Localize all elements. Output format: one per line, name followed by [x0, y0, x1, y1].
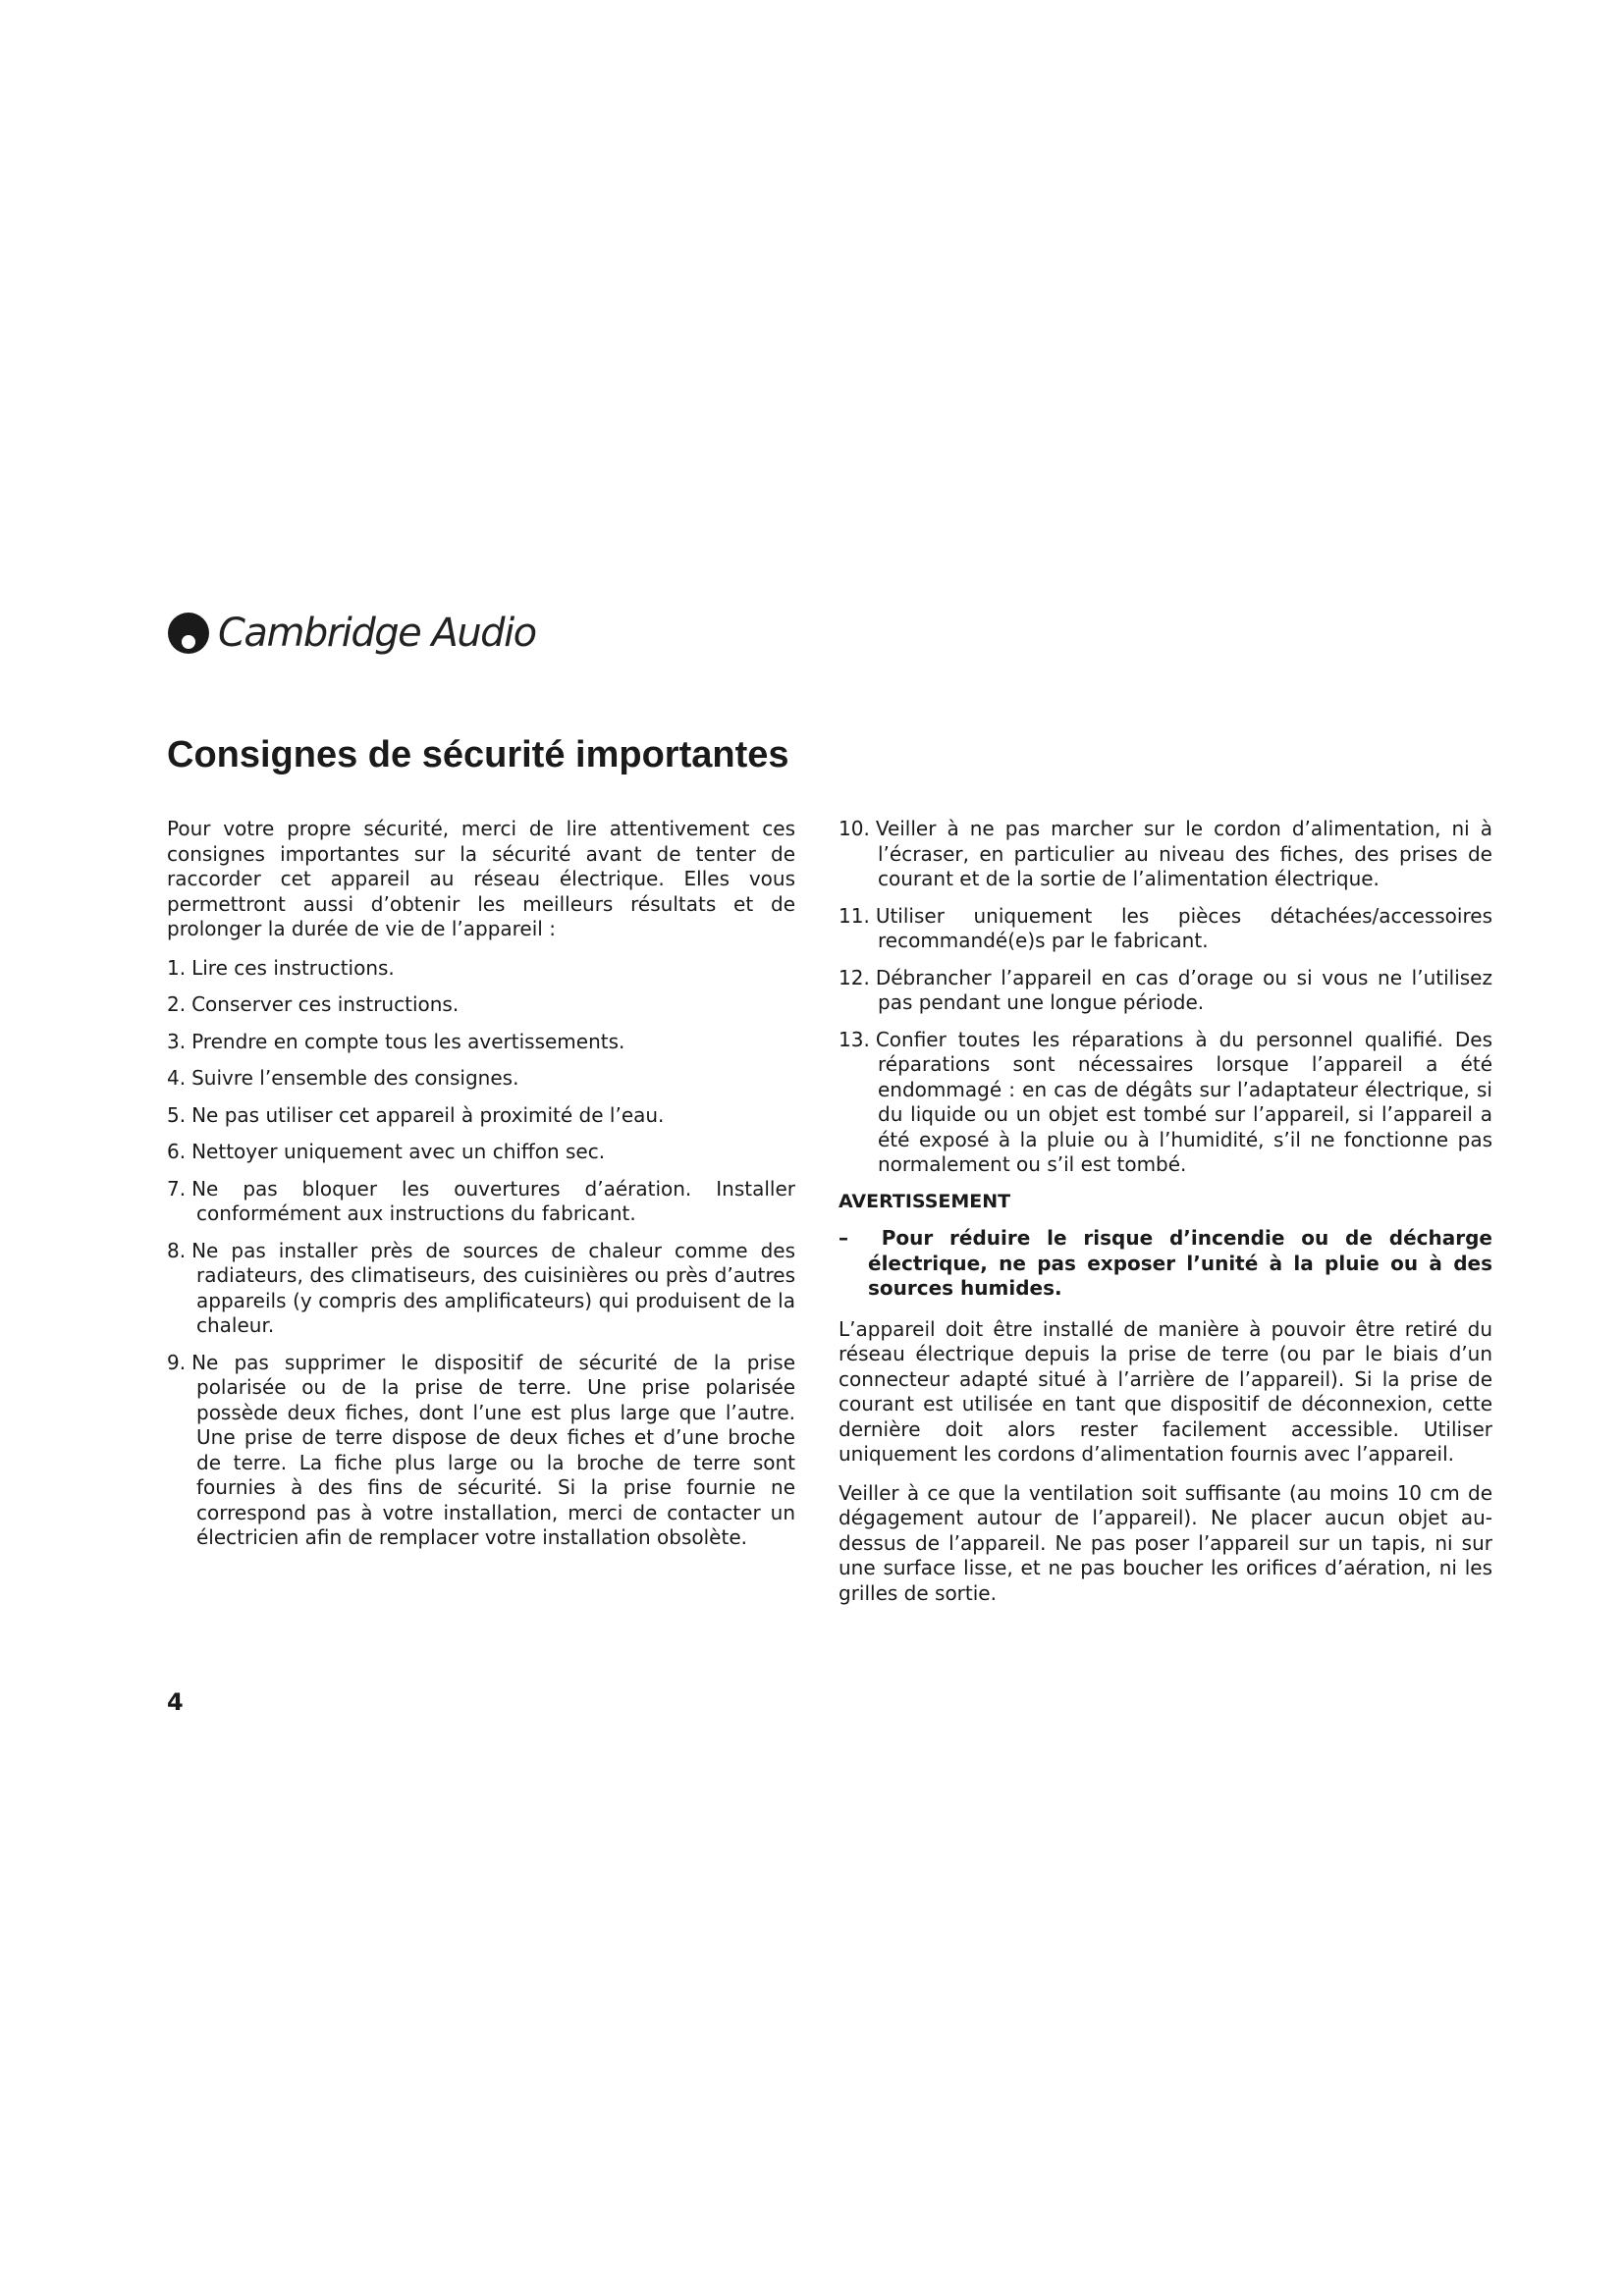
safety-item: [167, 1103, 795, 1129]
safety-item-number: 6.: [167, 1140, 187, 1163]
safety-list-right: [839, 817, 1492, 1178]
left-column: [167, 817, 795, 1563]
safety-item-text: Ne pas bloquer les ouvertures d’aération. Installer conformément aux instructions du fabricant.: [191, 1176, 795, 1225]
brand-name: Cambridge Audio: [218, 611, 536, 656]
safety-item-text: Utiliser uniquement les pièces détachées/accessoires recommandé(e)s par le fabricant.: [875, 903, 1492, 952]
safety-item-text: Ne pas utiliser cet appareil à proximité de l’eau.: [191, 1102, 665, 1127]
safety-item-text: Ne pas installer près de sources de chaleur comme des radiateurs, des climatiseurs, des cuisinières ou près d’autres appareils (y compris des amplificateurs) qui produisent de la chaleur.: [191, 1238, 795, 1337]
warning-dash: –: [839, 1226, 848, 1250]
safety-item-text: Lire ces instructions.: [191, 955, 395, 980]
safety-item: [167, 1066, 795, 1092]
safety-item-number: 9.: [167, 1350, 187, 1374]
safety-item-number: 5.: [167, 1102, 187, 1127]
page-number: 4: [167, 1688, 184, 1716]
safety-item-number: 2.: [167, 992, 187, 1016]
warning-heading: AVERTISSEMENT: [839, 1190, 1011, 1212]
safety-item: [167, 1140, 795, 1165]
safety-item: [167, 1177, 795, 1227]
safety-item-text: Nettoyer uniquement avec un chiffon sec.: [191, 1140, 606, 1163]
safety-item-text: Prendre en compte tous les avertissements.: [191, 1029, 625, 1053]
safety-item-number: 3.: [167, 1029, 187, 1053]
safety-item: [839, 904, 1492, 954]
safety-item-text: Suivre l’ensemble des consignes.: [191, 1066, 519, 1090]
safety-item: [167, 992, 795, 1018]
safety-item-number: 8.: [167, 1238, 187, 1262]
safety-item-number: 10.: [839, 817, 870, 840]
safety-item-number: 1.: [167, 955, 187, 980]
safety-item-text: Débrancher l’appareil en cas d’orage ou si vous ne l’utilisez pas pendant une longue période.: [875, 965, 1492, 1014]
warning-text: [839, 1226, 1492, 1302]
page-title: Consignes de sécurité importantes: [167, 734, 789, 775]
safety-item: [839, 966, 1492, 1016]
safety-item-text: Ne pas supprimer le dispositif de sécurité de la prise polarisée ou de la prise de terre. Une prise polarisée possède deux fiches, dont l’une est plus large que l’autre. Une prise de terre dispose de deux fiches et d’une broche de terre. La fiche plus large ou la broche de terre sont fournies à des fins de sécurité. Si la prise fournie ne correspond pas à votre installation, merci de contacter un électricien afin de remplacer votre installation obsolète.: [191, 1350, 795, 1549]
safety-item: [167, 956, 795, 982]
safety-item-text: Confier toutes les réparations à du personnel qualifié. Des réparations sont nécessaires lorsque l’appareil a été endommagé : en cas de dégâts sur l’adaptateur électrique, si du liquide ou un objet est tombé sur l’appareil, si l’appareil a été exposé à la pluie ou à l’humidité, s’il ne fonctionne pas normalement ou s’il est tombé.: [875, 1027, 1492, 1176]
safety-item: [167, 1239, 795, 1339]
cambridge-audio-logo-icon: [167, 612, 210, 655]
safety-item-text: Veiller à ne pas marcher sur le cordon d’alimentation, ni à l’écraser, en particulier au niveau des fiches, des prises de courant et de la sortie de l’alimentation électrique.: [875, 817, 1492, 890]
safety-item: [839, 1028, 1492, 1178]
safety-item-number: 12.: [839, 965, 870, 989]
safety-item-number: 11.: [839, 903, 870, 928]
ventilation-paragraph: Veiller à ce que la ventilation soit suffisante (au moins 10 cm de dégagement autour de l’appareil). Ne placer aucun objet au-dessus de l’appareil. Ne pas poser l’appareil sur un tapis, ni sur une surface lisse, et ne pas boucher les orifices d’aération, ni les grilles de sortie.: [839, 1480, 1492, 1605]
safety-item: [167, 1030, 795, 1055]
safety-item-number: 4.: [167, 1066, 187, 1090]
safety-item-number: 7.: [167, 1176, 187, 1201]
right-column: [839, 817, 1492, 1620]
safety-item-number: 13.: [839, 1027, 870, 1051]
disconnect-paragraph: L’appareil doit être installé de manière à pouvoir être retiré du réseau électrique depuis la prise de terre (ou par le biais d’un connecteur adapté situé à l’arrière de l’appareil). Si la prise de courant est utilisée en tant que dispositif de déconnexion, cette dernière doit alors rester facilement accessible. Utiliser uniquement les cordons d’alimentation fournis avec l’appareil.: [839, 1316, 1492, 1466]
safety-list-left: [167, 956, 795, 1551]
warning-body: Pour réduire le risque d’incendie ou de décharge électrique, ne pas exposer l’unité à la pluie ou à des sources humides.: [868, 1226, 1492, 1300]
safety-item: [839, 817, 1492, 892]
brand-logo: [167, 611, 536, 656]
safety-item-text: Conserver ces instructions.: [191, 992, 460, 1016]
safety-item: [167, 1351, 795, 1551]
intro-paragraph: Pour votre propre sécurité, merci de lire attentivement ces consignes importantes sur la sécurité avant de tenter de raccorder cet appareil au réseau électrique. Elles vous permettront aussi d’obtenir les meilleurs résultats et de prolonger la durée de vie de l’appareil :: [167, 817, 795, 940]
